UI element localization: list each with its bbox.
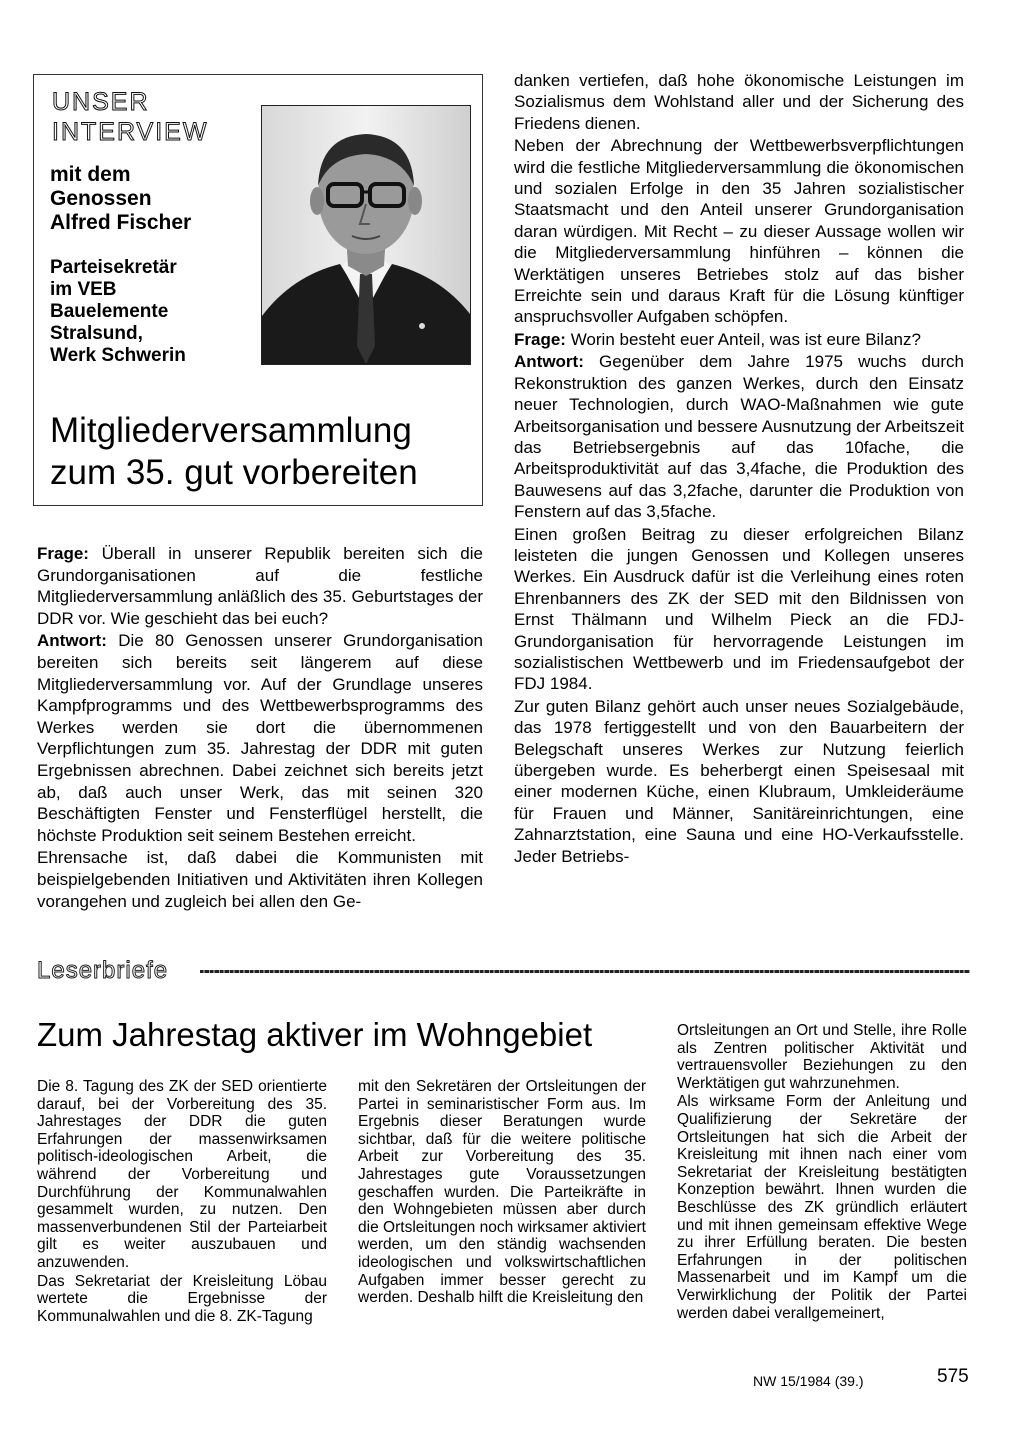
paragraph-text: Die 80 Genossen unserer Grundorganisation bereiten sich bereits seit längerem auf diese Mitgliederversammlung vor. Auf der Grundlage unseres Kampfprogramms und des Wettbewerbsprogramms des Werkes werden sie dort die übernommenen Verpflichtungen zum 35. Jahrestag der DDR mit guten Ergebnissen abrechnen. Dabei zeichnet sich bereits jetzt ab, daß auch unser Werk, das mit seinen 320 Beschäftigten Fenster und Fensterflügel herstellt, die höchste Produktion seit seinem Bestehen erreicht. [37,631,483,845]
paragraph-text: Zur guten Bilanz gehört auch unser neues Sozialgebäude, das 1978 fertiggestellt und von den Bauarbeitern der Belegschaft unseres Werkes zur Nutzung feierlich übergeben wurde. Es beherbergt einen Speisesaal mit einer modernen Küche, einen Klubraum, Umkleideräume für Frauen und Männer, Sanitäreinrichtungen, eine Zahnarztstation, eine Sauna und eine HO-Verkaufsstelle. Jeder Betriebs- [514,696,964,866]
paragraph-text: Als wirksame Form der Anleitung und Qualifizierung der Sekretäre der Ortsleitungen hat sich die Arbeit der Kreisleitung mit ihnen nach einer vom Sekretariat der Kreisleitung bestätigten Konzeption bewährt. Ihnen wurden die Beschlüsse des ZK gründlich erläutert und mit ihnen gemeinsam effektive Wege zu ihrer Erfüllung beraten. Die besten Erfahrungen in der politischen Massenarbeit und im Kampf um die Verwirklichung der Politik der Partei werden dabei verallgemeinert, [677,1093,967,1322]
kicker-line: UNSER [52,88,150,116]
paragraph [37,847,483,912]
headline-line: Mitgliederversammlung [50,411,412,450]
speaker-label: Frage: [37,544,89,563]
role-line: Werk Schwerin [50,345,186,366]
role-line: Stralsund, [50,323,143,344]
issue-reference: NW 15/1984 (39.) [753,1373,864,1389]
speaker-label: Antwort: [37,631,107,651]
interview-kicker [52,87,252,147]
paragraph [514,351,964,522]
name-line: mit dem [50,163,131,186]
article-column-3 [677,1022,967,1322]
headline-line: zum 35. gut vorbereiten [50,453,418,492]
name-line: Alfred Fischer [50,211,192,234]
interview-text-right [514,70,964,867]
speaker-label: Frage: [514,329,566,349]
section-divider [200,970,970,973]
interviewee-role [50,257,260,367]
role-line: Parteisekretär [50,257,177,278]
interview-box [33,74,483,506]
paragraph-text: Die 8. Tagung des ZK der SED orientierte darauf, bei der Vorbereitung des 35. Jahrestages der DDR die guten Erfahrungen der massenwirksamen politisch-ideologischen Arbeit, die während der Vorbereitung und Durchführung der Kommunalwahlen gesammelt wurden, zu nutzen. Den massenverbundenen Stil der Parteiarbeit gilt es weiter auszubauen und anzuwenden. [37,1078,327,1271]
page-number: 575 [937,1366,969,1387]
paragraph-text: Ortsleitungen an Ort und Stelle, ihre Rolle als Zentren politischer Aktivität und vertrauensvoller Beziehungen zu den Werktätigen gut wahrzunehmen. [677,1022,967,1092]
paragraph [514,524,964,695]
role-line: im VEB [50,279,117,300]
portrait-illustration [262,106,470,364]
paragraph [37,630,483,846]
paragraph-text: Ehrensache ist, daß dabei die Kommunisten mit beispielgebenden Initiativen und Aktivitäten ihren Kollegen vorangehen und zugleich bei allen den Ge- [37,848,483,911]
role-line: Bauelemente [50,301,169,322]
article-column-1 [37,1078,327,1325]
paragraph-text: danken vertiefen, daß hohe ökonomische Leistungen im Sozialismus dem Wohlstand aller und der Sicherung des Friedens dienen. [514,71,964,133]
portrait-photo [261,105,471,365]
interview-headline [50,410,480,494]
article-headline: Zum Jahrestag aktiver im Wohngebiet [37,1016,593,1053]
paragraph [37,543,483,629]
paragraph [514,135,964,328]
paragraph-text: Überall in unserer Republik bereiten sich die Grundorganisationen auf die festliche Mitgliederversammlung anläßlich des 35. Geburtstages der DDR vor. Wie geschieht das bei euch? [37,544,483,628]
interview-text-left [37,543,483,912]
paragraph [514,696,964,867]
paragraph-text: mit den Sekretären der Ortsleitungen der Partei in seminaristischer Form aus. Im Ergebnis dieser Beratungen wurde sichtbar, daß für die weitere politische Arbeit zur Vorbereitung des 35. Jahrestages gute Voraussetzungen geschaffen wurden. Die Parteikräfte in den Wohngebieten müssen aber durch die Ortsleitungen noch wirksamer aktiviert werden, um den ständig wachsenden ideologischen und volkswirtschaftlichen Aufgaben immer besser gerecht zu werden. Deshalb hilft die Kreisleitung den [358,1078,646,1307]
speaker-label: Antwort: [514,352,584,372]
name-line: Genossen [50,187,152,210]
paragraph-text: Einen großen Beitrag zu dieser erfolgreichen Bilanz leisteten die jungen Genossen und Kollegen unseres Werkes. Ein Ausdruck dafür ist die Verleihung eines roten Ehrenbanners des ZK der SED mit den Bildnissen von Ernst Thälmann und Wilhelm Pieck an die FDJ-Grundorganisation für hervorragende Leistungen im sozialistischen Wettbewerb und im Friedensaufgebot der FDJ 1984. [514,524,964,694]
article-column-2 [358,1078,646,1307]
paragraph [514,70,964,134]
paragraph-text: Gegenüber dem Jahre 1975 wuchs durch Rekonstruktion des ganzen Werkes, durch den Einsatz neuer Technologien, durch WAO-Maßnahmen wie gute Arbeitsorganisation und bessere Ausnutzung der Arbeitszeit das Betriebsergebnis auf das 10fache, die Arbeitsproduktivität auf das 3,4fache, die Produktion des Bauwesens auf das 3,2fache, darunter die Produktion von Fenstern auf das 3,5fache. [514,352,964,522]
paragraph-text: Neben der Abrechnung der Wettbewerbsverpflichtungen wird die festliche Mitgliederversammlung die ökonomischen und sozialen Erfolge in den 35 Jahren sozialistischer Staatsmacht und den Anteil unserer Grundorganisation daran würdigen. Mit Recht – zu dieser Aussage wollen wir die Mitgliederversammlung hinführen – können die Werktätigen unseres Betriebes stolz auf das bisher Erreichte sein und daraus Kraft für die Lösung künftiger anspruchsvoller Aufgaben schöpfen. [514,136,964,327]
paragraph-text: Das Sekretariat der Kreisleitung Löbau wertete die Ergebnisse der Kommunalwahlen und die 8. ZK-Tagung [37,1272,327,1325]
paragraph-text: Worin besteht euer Anteil, was ist eure Bilanz? [565,329,921,349]
interviewee-name [50,163,260,235]
kicker-line: INTERVIEW [52,118,209,146]
paragraph [514,329,964,350]
section-label: Leserbriefe [37,957,169,984]
